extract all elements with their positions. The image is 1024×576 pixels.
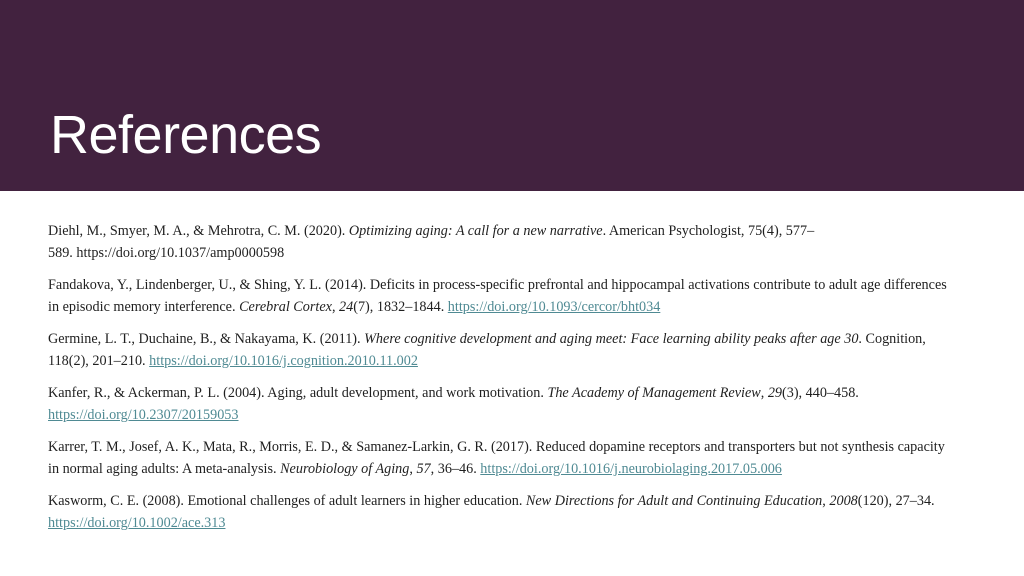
reference-journal: Neurobiology of Aging xyxy=(280,461,410,477)
reference-source: . American Psychologist, 75(4), 577– xyxy=(602,223,815,239)
reference-doi-link[interactable]: https://doi.org/10.1016/j.cognition.2010.11.002 xyxy=(149,353,418,369)
reference-separator: , xyxy=(822,493,830,509)
reference-authors: Karrer, T. M., Josef, A. K., Mata, R., Morris, E. D., & Samanez-Larkin, G. R. (2017). Reduced dopamine receptors and transporters but not synthesis capacity in normal aging adults: A meta-analysis. xyxy=(48,439,945,477)
reference-item xyxy=(48,274,958,318)
reference-doi: 589. https://doi.org/10.1037/amp0000598 xyxy=(48,245,285,261)
slide-header xyxy=(0,0,1024,191)
reference-volume: 2008 xyxy=(829,493,858,509)
slide-title: References xyxy=(50,105,322,165)
reference-separator: , xyxy=(409,461,417,477)
reference-list xyxy=(48,220,958,544)
reference-volume: 57 xyxy=(416,461,431,477)
reference-authors: Germine, L. T., Duchaine, B., & Nakayama, K. (2011). xyxy=(48,331,365,347)
reference-authors: Fandakova, Y., Lindenberger, U., & Shing, Y. L. (2014). Deficits in process-specific prefrontal and hippocampal activations contribute to adult age differences in episodic memory interference. xyxy=(48,277,947,315)
reference-item xyxy=(48,436,958,480)
reference-item xyxy=(48,220,958,264)
reference-item xyxy=(48,382,958,426)
reference-journal: Cerebral Cortex xyxy=(239,299,332,315)
reference-title: Where cognitive development and aging meet: Face learning ability peaks after age 30 xyxy=(364,331,859,347)
reference-pages: (3), 440–458. xyxy=(782,385,859,401)
reference-pages: , 36–46. xyxy=(430,461,481,477)
reference-volume: 29 xyxy=(767,385,783,401)
reference-authors: Kasworm, C. E. (2008). Emotional challenges of adult learners in higher education. xyxy=(48,493,526,509)
reference-source: . Cognition, 118(2), 201–210. xyxy=(48,331,926,369)
reference-doi-link[interactable]: https://doi.org/10.1016/j.neurobiolaging.2017.05.006 xyxy=(480,461,782,477)
reference-doi-link[interactable]: https://doi.org/10.1093/cercor/bht034 xyxy=(447,299,661,315)
reference-title: Optimizing aging: A call for a new narrative xyxy=(348,223,603,239)
reference-separator: , xyxy=(760,385,768,401)
reference-authors: Diehl, M., Smyer, M. A., & Mehrotra, C. M. (2020). xyxy=(48,223,349,239)
reference-volume: 24 xyxy=(339,299,354,315)
reference-doi-link[interactable]: https://doi.org/10.1002/ace.313 xyxy=(48,515,226,531)
reference-doi-link[interactable]: https://doi.org/10.2307/20159053 xyxy=(48,407,239,423)
reference-journal: New Directions for Adult and Continuing Education xyxy=(525,493,823,509)
reference-separator: , xyxy=(331,299,340,315)
reference-authors: Kanfer, R., & Ackerman, P. L. (2004). Aging, adult development, and work motivation. xyxy=(48,385,548,401)
reference-pages: (120), 27–34. xyxy=(857,493,935,509)
reference-journal: The Academy of Management Review xyxy=(547,385,761,401)
reference-item xyxy=(48,328,958,372)
reference-item xyxy=(48,490,958,534)
reference-pages: (7), 1832–1844. xyxy=(353,299,448,315)
